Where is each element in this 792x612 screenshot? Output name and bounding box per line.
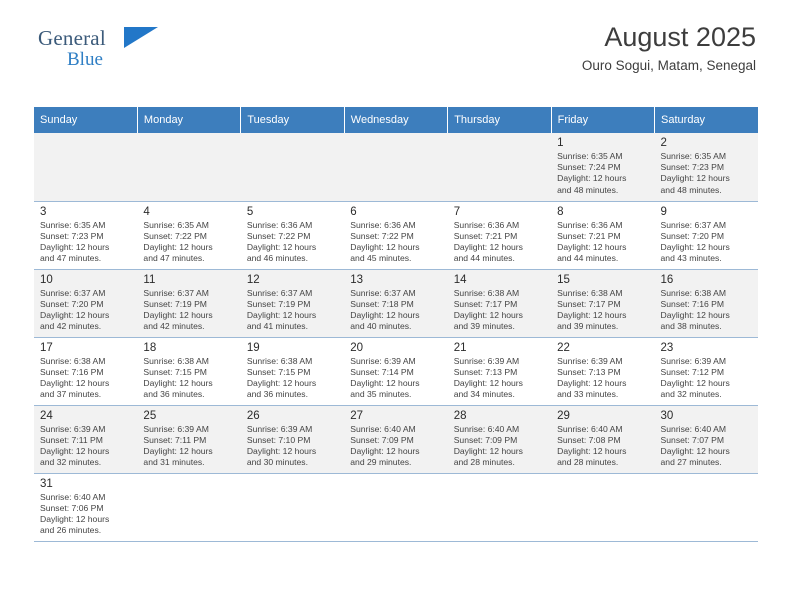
day-detail-line: and 48 minutes. bbox=[660, 184, 722, 195]
day-detail-line: Sunset: 7:16 PM bbox=[660, 298, 725, 309]
calendar-day-cell[interactable] bbox=[34, 269, 137, 337]
calendar-empty-cell bbox=[241, 473, 344, 541]
day-detail-line: Sunset: 7:09 PM bbox=[453, 434, 518, 445]
day-detail-line: Daylight: 12 hours bbox=[143, 309, 213, 320]
day-detail-line: Daylight: 12 hours bbox=[660, 309, 730, 320]
day-number: 17 bbox=[40, 341, 53, 354]
day-number: 19 bbox=[246, 341, 260, 354]
day-detail-line: and 31 minutes. bbox=[143, 457, 205, 468]
day-detail-line: Sunset: 7:12 PM bbox=[660, 366, 725, 377]
calendar-week-row bbox=[34, 269, 758, 337]
day-detail-line: and 27 minutes. bbox=[660, 457, 722, 468]
calendar-day-cell[interactable] bbox=[137, 269, 240, 337]
location-subtitle: Ouro Sogui, Matam, Senegal bbox=[581, 58, 756, 73]
day-detail-line: Daylight: 12 hours bbox=[660, 241, 730, 252]
day-number: 25 bbox=[143, 409, 157, 422]
day-number: 20 bbox=[350, 341, 364, 354]
day-detail-line: Sunrise: 6:37 AM bbox=[246, 287, 313, 298]
day-number: 23 bbox=[660, 341, 674, 354]
day-detail-line: Sunset: 7:13 PM bbox=[453, 366, 518, 377]
day-detail-line: Daylight: 12 hours bbox=[40, 309, 110, 320]
day-detail-line: Sunrise: 6:35 AM bbox=[40, 219, 106, 230]
flag-icon bbox=[124, 27, 158, 48]
day-number: 15 bbox=[557, 273, 570, 286]
day-number: 22 bbox=[557, 341, 570, 354]
weekday-header-saturday: Saturday bbox=[655, 107, 758, 133]
day-detail-line: Sunset: 7:21 PM bbox=[557, 230, 621, 241]
calendar-day-cell[interactable] bbox=[344, 405, 447, 473]
weekday-header-tuesday: Tuesday bbox=[241, 107, 344, 133]
day-detail-line: Sunrise: 6:39 AM bbox=[557, 355, 623, 366]
day-detail-line: Sunrise: 6:38 AM bbox=[557, 287, 623, 298]
day-detail-line: Sunrise: 6:37 AM bbox=[40, 287, 106, 298]
day-detail-line: and 35 minutes. bbox=[350, 389, 412, 400]
day-detail-line: Daylight: 12 hours bbox=[453, 241, 523, 252]
day-detail-line: Sunset: 7:22 PM bbox=[246, 230, 311, 241]
day-detail-line: and 48 minutes. bbox=[557, 184, 619, 195]
day-detail-line: and 32 minutes. bbox=[40, 457, 102, 468]
day-detail-line: Sunrise: 6:39 AM bbox=[660, 355, 726, 366]
weekday-header-thursday: Thursday bbox=[448, 107, 551, 133]
day-detail-line: Sunrise: 6:35 AM bbox=[143, 219, 209, 230]
calendar-day-cell[interactable] bbox=[137, 337, 240, 405]
day-detail-line: Sunset: 7:14 PM bbox=[350, 366, 414, 377]
calendar-day-cell[interactable] bbox=[551, 405, 654, 473]
day-detail-line: Sunset: 7:22 PM bbox=[143, 230, 207, 241]
day-detail-line: Sunrise: 6:38 AM bbox=[246, 355, 313, 366]
day-number: 5 bbox=[246, 205, 254, 218]
day-detail-line: and 41 minutes. bbox=[246, 321, 308, 332]
calendar-empty-cell bbox=[137, 473, 240, 541]
day-detail-line: Sunrise: 6:39 AM bbox=[453, 355, 520, 366]
day-detail-line: Sunrise: 6:36 AM bbox=[557, 219, 623, 230]
day-detail-line: and 47 minutes. bbox=[143, 253, 205, 264]
day-detail-line: Daylight: 12 hours bbox=[40, 241, 110, 252]
day-number: 4 bbox=[143, 205, 150, 218]
day-detail-line: and 42 minutes. bbox=[40, 321, 102, 332]
weekday-header-wednesday: Wednesday bbox=[344, 107, 447, 133]
day-number: 8 bbox=[557, 205, 564, 218]
day-detail-line: Daylight: 12 hours bbox=[246, 241, 317, 252]
day-detail-line: Sunset: 7:23 PM bbox=[40, 230, 104, 241]
calendar-day-cell[interactable] bbox=[448, 269, 551, 337]
day-detail-line: Sunrise: 6:39 AM bbox=[143, 423, 209, 434]
calendar-day-cell[interactable] bbox=[241, 337, 344, 405]
calendar-week-row bbox=[34, 337, 758, 405]
calendar-empty-cell bbox=[241, 133, 344, 201]
calendar-empty-cell bbox=[34, 133, 137, 201]
day-number: 18 bbox=[143, 341, 157, 354]
day-number: 3 bbox=[40, 205, 47, 218]
day-detail-line: Daylight: 12 hours bbox=[660, 173, 730, 184]
day-detail-line: Sunset: 7:21 PM bbox=[453, 230, 518, 241]
day-detail-line: Daylight: 12 hours bbox=[350, 445, 420, 456]
day-number: 21 bbox=[453, 341, 467, 354]
day-detail-line: Daylight: 12 hours bbox=[246, 377, 317, 388]
day-detail-line: and 32 minutes. bbox=[660, 389, 722, 400]
day-detail-line: Daylight: 12 hours bbox=[557, 241, 627, 252]
day-detail-line: Daylight: 12 hours bbox=[40, 377, 110, 388]
day-detail-line: Daylight: 12 hours bbox=[350, 309, 420, 320]
day-detail-line: and 39 minutes. bbox=[557, 321, 619, 332]
day-detail-line: Daylight: 12 hours bbox=[350, 241, 420, 252]
calendar-day-cell[interactable] bbox=[448, 201, 551, 269]
day-detail-line: Sunrise: 6:35 AM bbox=[557, 151, 623, 161]
weekday-header-row bbox=[34, 107, 758, 133]
day-detail-line: Daylight: 12 hours bbox=[143, 445, 213, 456]
calendar-day-cell[interactable] bbox=[34, 405, 137, 473]
day-number: 16 bbox=[660, 273, 674, 286]
day-detail-line: Sunrise: 6:36 AM bbox=[350, 219, 416, 230]
day-detail-line: Sunrise: 6:40 AM bbox=[453, 423, 520, 434]
day-detail-line: Sunrise: 6:35 AM bbox=[660, 151, 726, 161]
day-detail-line: Daylight: 12 hours bbox=[246, 309, 317, 320]
weekday-header-monday: Monday bbox=[137, 107, 240, 133]
day-detail-line: Sunset: 7:17 PM bbox=[453, 298, 518, 309]
day-detail-line: and 28 minutes. bbox=[557, 457, 619, 468]
day-detail-line: Daylight: 12 hours bbox=[246, 445, 317, 456]
day-detail-line: Sunset: 7:11 PM bbox=[40, 434, 103, 445]
day-detail-line: Sunrise: 6:40 AM bbox=[557, 423, 623, 434]
calendar-day-cell[interactable] bbox=[551, 269, 654, 337]
day-detail-line: Sunrise: 6:39 AM bbox=[40, 423, 106, 434]
calendar-empty-cell bbox=[137, 133, 240, 201]
day-detail-line: Daylight: 12 hours bbox=[350, 377, 420, 388]
day-detail-line: Sunrise: 6:38 AM bbox=[40, 355, 106, 366]
day-detail-line: and 28 minutes. bbox=[453, 457, 515, 468]
day-detail-line: Sunrise: 6:39 AM bbox=[350, 355, 416, 366]
day-number: 6 bbox=[350, 205, 357, 218]
day-detail-line: Daylight: 12 hours bbox=[660, 377, 730, 388]
day-number: 14 bbox=[453, 273, 467, 286]
day-detail-line: and 40 minutes. bbox=[350, 321, 412, 332]
weekday-header-friday: Friday bbox=[551, 107, 654, 133]
calendar-day-cell[interactable] bbox=[551, 201, 654, 269]
day-detail-line: and 45 minutes. bbox=[350, 253, 412, 264]
day-detail-line: Sunset: 7:17 PM bbox=[557, 298, 621, 309]
calendar-week-row bbox=[34, 133, 758, 201]
day-number: 1 bbox=[557, 137, 564, 149]
page-title: August 2025 bbox=[604, 22, 756, 52]
day-number: 29 bbox=[557, 409, 570, 422]
day-detail-line: and 34 minutes. bbox=[453, 389, 515, 400]
day-detail-line: Sunrise: 6:39 AM bbox=[246, 423, 313, 434]
day-detail-line: and 33 minutes. bbox=[557, 389, 619, 400]
calendar-week-row bbox=[34, 201, 758, 269]
calendar-day-cell[interactable] bbox=[137, 405, 240, 473]
day-detail-line: and 36 minutes. bbox=[143, 389, 205, 400]
day-detail-line: Daylight: 12 hours bbox=[557, 445, 627, 456]
day-detail-line: Daylight: 12 hours bbox=[557, 377, 627, 388]
day-detail-line: Daylight: 12 hours bbox=[40, 445, 110, 456]
day-detail-line: Sunrise: 6:38 AM bbox=[143, 355, 209, 366]
calendar-day-cell[interactable] bbox=[34, 337, 137, 405]
day-number: 26 bbox=[246, 409, 260, 422]
day-detail-line: Sunset: 7:11 PM bbox=[143, 434, 207, 445]
day-detail-line: Daylight: 12 hours bbox=[143, 241, 213, 252]
day-detail-line: and 39 minutes. bbox=[453, 321, 515, 332]
day-detail-line: Sunset: 7:22 PM bbox=[350, 230, 414, 241]
calendar-day-cell[interactable] bbox=[241, 269, 344, 337]
day-detail-line: Sunset: 7:24 PM bbox=[557, 162, 621, 173]
calendar-day-cell[interactable] bbox=[448, 405, 551, 473]
calendar-empty-cell bbox=[344, 473, 447, 541]
day-number: 9 bbox=[660, 205, 667, 218]
day-detail-line: and 38 minutes. bbox=[660, 321, 722, 332]
day-detail-line: Daylight: 12 hours bbox=[143, 377, 213, 388]
day-detail-line: Sunrise: 6:40 AM bbox=[350, 423, 416, 434]
day-detail-line: and 44 minutes. bbox=[557, 253, 619, 264]
calendar-day-cell[interactable] bbox=[344, 337, 447, 405]
day-detail-line: Sunset: 7:09 PM bbox=[350, 434, 414, 445]
day-number: 13 bbox=[350, 273, 364, 286]
day-detail-line: Daylight: 12 hours bbox=[557, 309, 627, 320]
calendar-empty-cell bbox=[448, 133, 551, 201]
calendar-day-cell[interactable] bbox=[448, 337, 551, 405]
day-detail-line: Sunset: 7:06 PM bbox=[40, 502, 104, 513]
day-detail-line: Sunrise: 6:37 AM bbox=[660, 219, 726, 230]
day-number: 2 bbox=[660, 137, 667, 149]
logo bbox=[38, 26, 238, 74]
calendar-empty-cell bbox=[448, 473, 551, 541]
day-detail-line: Sunrise: 6:37 AM bbox=[350, 287, 416, 298]
day-detail-line: Sunset: 7:16 PM bbox=[40, 366, 104, 377]
day-detail-line: Daylight: 12 hours bbox=[660, 445, 730, 456]
day-number: 10 bbox=[40, 273, 53, 286]
day-number: 7 bbox=[453, 205, 461, 218]
calendar-day-cell[interactable] bbox=[34, 473, 137, 541]
weekday-header-sunday: Sunday bbox=[34, 107, 137, 133]
calendar-day-cell[interactable] bbox=[551, 337, 654, 405]
calendar-week-row bbox=[34, 473, 758, 541]
day-detail-line: and 29 minutes. bbox=[350, 457, 412, 468]
day-detail-line: and 43 minutes. bbox=[660, 253, 722, 264]
calendar-day-cell[interactable] bbox=[34, 201, 137, 269]
calendar-empty-cell bbox=[551, 473, 654, 541]
day-detail-line: Sunset: 7:20 PM bbox=[40, 298, 104, 309]
day-detail-line: Sunset: 7:19 PM bbox=[143, 298, 207, 309]
day-number: 30 bbox=[660, 409, 674, 422]
calendar-table bbox=[34, 107, 758, 542]
calendar-empty-cell bbox=[655, 473, 758, 541]
calendar-day-cell[interactable] bbox=[655, 337, 758, 405]
day-detail-line: Daylight: 12 hours bbox=[453, 309, 523, 320]
day-detail-line: Sunrise: 6:36 AM bbox=[453, 219, 520, 230]
logo-text-blue: Blue bbox=[67, 49, 103, 70]
day-detail-line: and 42 minutes. bbox=[143, 321, 205, 332]
day-detail-line: Sunrise: 6:38 AM bbox=[453, 287, 520, 298]
calendar-week-row bbox=[34, 405, 758, 473]
day-detail-line: Sunset: 7:07 PM bbox=[660, 434, 725, 445]
day-detail-line: and 26 minutes. bbox=[40, 525, 102, 536]
day-number: 31 bbox=[40, 477, 53, 490]
calendar-day-cell[interactable] bbox=[655, 269, 758, 337]
day-detail-line: and 37 minutes. bbox=[40, 389, 102, 400]
calendar-day-cell[interactable] bbox=[241, 405, 344, 473]
day-detail-line: Sunset: 7:18 PM bbox=[350, 298, 414, 309]
day-detail-line: Sunset: 7:23 PM bbox=[660, 162, 725, 173]
calendar-day-cell[interactable] bbox=[344, 269, 447, 337]
day-detail-line: Daylight: 12 hours bbox=[453, 377, 523, 388]
calendar-day-cell[interactable] bbox=[655, 133, 758, 201]
calendar-day-cell[interactable] bbox=[551, 133, 654, 201]
day-detail-line: and 44 minutes. bbox=[453, 253, 515, 264]
day-number: 27 bbox=[350, 409, 364, 422]
day-detail-line: Daylight: 12 hours bbox=[557, 173, 627, 184]
day-detail-line: Sunset: 7:19 PM bbox=[246, 298, 311, 309]
day-detail-line: and 30 minutes. bbox=[246, 457, 308, 468]
calendar-day-cell[interactable] bbox=[655, 201, 758, 269]
day-detail-line: and 46 minutes. bbox=[246, 253, 308, 264]
day-detail-line: Sunset: 7:15 PM bbox=[143, 366, 207, 377]
calendar-body bbox=[34, 133, 758, 541]
day-detail-line: and 47 minutes. bbox=[40, 253, 102, 264]
calendar-day-cell[interactable] bbox=[655, 405, 758, 473]
day-detail-line: Sunrise: 6:36 AM bbox=[246, 219, 313, 230]
day-detail-line: Sunset: 7:10 PM bbox=[246, 434, 311, 445]
day-detail-line: Sunset: 7:08 PM bbox=[557, 434, 621, 445]
day-number: 11 bbox=[143, 273, 156, 286]
day-detail-line: Sunrise: 6:38 AM bbox=[660, 287, 726, 298]
day-number: 28 bbox=[453, 409, 467, 422]
day-detail-line: Sunrise: 6:40 AM bbox=[40, 491, 106, 502]
calendar-day-cell[interactable] bbox=[137, 201, 240, 269]
calendar-day-cell[interactable] bbox=[344, 201, 447, 269]
logo-text-general: General bbox=[38, 26, 106, 50]
day-detail-line: and 36 minutes. bbox=[246, 389, 308, 400]
day-detail-line: Sunset: 7:13 PM bbox=[557, 366, 621, 377]
day-detail-line: Daylight: 12 hours bbox=[453, 445, 523, 456]
day-detail-line: Sunset: 7:15 PM bbox=[246, 366, 311, 377]
calendar-empty-cell bbox=[344, 133, 447, 201]
day-detail-line: Sunrise: 6:37 AM bbox=[143, 287, 209, 298]
day-number: 24 bbox=[40, 409, 53, 422]
day-detail-line: Daylight: 12 hours bbox=[40, 513, 110, 524]
day-detail-line: Sunset: 7:20 PM bbox=[660, 230, 725, 241]
day-number: 12 bbox=[246, 273, 260, 286]
calendar-day-cell[interactable] bbox=[241, 201, 344, 269]
page-header bbox=[34, 0, 758, 72]
day-detail-line: Sunrise: 6:40 AM bbox=[660, 423, 726, 434]
